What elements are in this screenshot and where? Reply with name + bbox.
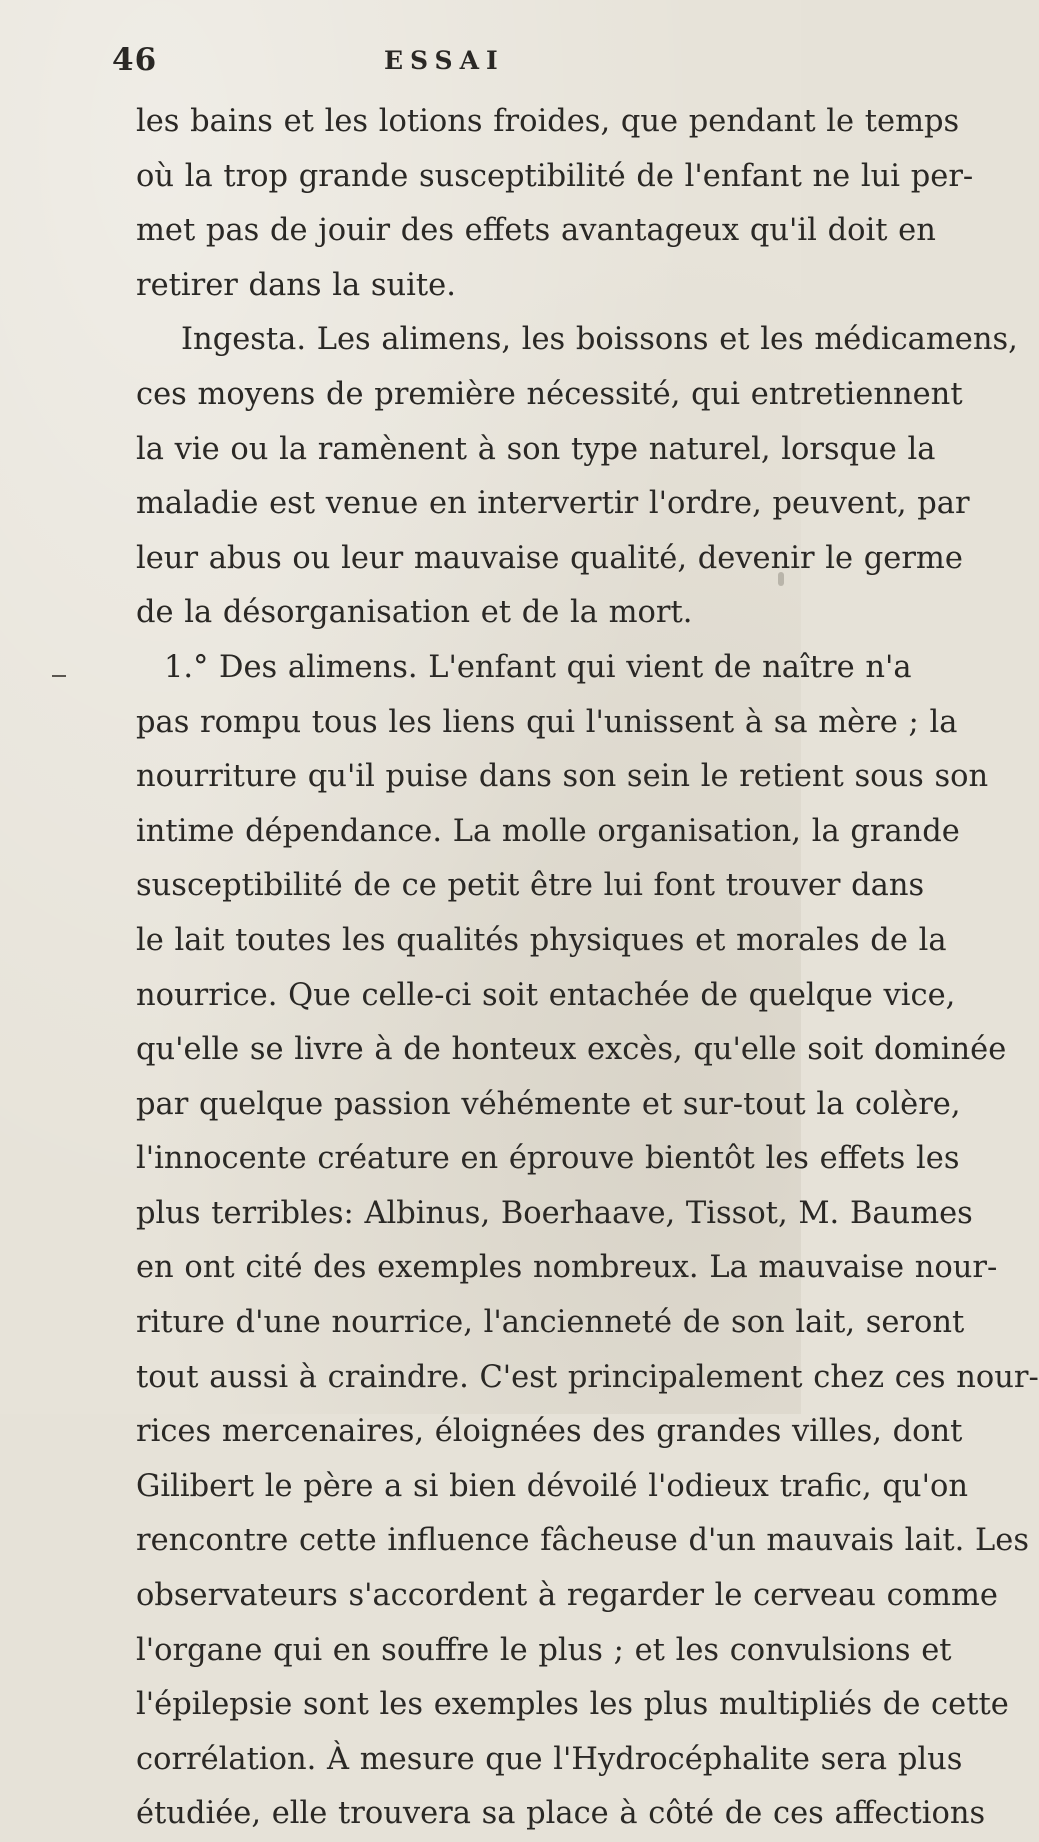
- text-line: nourrice. Que celle-ci soit entachée de quelque vice,: [136, 977, 956, 1013]
- text-line: intime dépendance. La molle organisation, la grande: [136, 813, 960, 849]
- paragraph-start-ingesta: Ingesta. Les alimens, les boissons et les médicamens,: [181, 322, 1018, 358]
- text-line: maladie est venue en intervertir l'ordre, peuvent, par: [136, 486, 970, 522]
- text-line: observateurs s'accordent à regarder le cerveau comme: [136, 1578, 998, 1614]
- text-line: corrélation. À mesure que l'Hydrocéphalite sera plus: [136, 1741, 963, 1777]
- text-line: l'épilepsie sont les exemples les plus multipliés de cette: [136, 1687, 1009, 1723]
- paragraph-start-alimens: 1.° Des alimens. L'enfant qui vient de naître n'a: [164, 649, 912, 685]
- text-line: met pas de jouir des effets avantageux qu'il doit en: [136, 213, 936, 249]
- page-header: [112, 42, 741, 82]
- text-line: la vie ou la ramènent à son type naturel, lorsque la: [136, 431, 936, 467]
- running-head: ESSAI: [384, 46, 505, 75]
- text-line: leur abus ou leur mauvaise qualité, devenir le germe: [136, 540, 963, 576]
- text-line: rices mercenaires, éloignées des grandes villes, dont: [136, 1414, 963, 1450]
- text-line: susceptibilité de ce petit être lui font trouver dans: [136, 868, 925, 904]
- text-line: plus terribles: Albinus, Boerhaave, Tissot, M. Baumes: [136, 1195, 973, 1231]
- text-line: l'innocente créature en éprouve bientôt les effets les: [136, 1141, 960, 1177]
- text-line: riture d'une nourrice, l'ancienneté de son lait, seront: [136, 1305, 965, 1341]
- text-line: par quelque passion véhémente et sur-tout la colère,: [136, 1086, 961, 1122]
- text-line: ces moyens de première nécessité, qui entretiennent: [136, 376, 963, 412]
- text-line: tout aussi à craindre. C'est principalement chez ces nour-: [136, 1359, 1039, 1395]
- text-line: qu'elle se livre à de honteux excès, qu'elle soit dominée: [136, 1032, 1007, 1068]
- text-line: le lait toutes les qualités physiques et morales de la: [136, 922, 947, 958]
- text-line: les bains et les lotions froides, que pendant le temps: [136, 104, 960, 139]
- text-line: rencontre cette influence fâcheuse d'un mauvais lait. Les: [136, 1523, 1029, 1559]
- margin-mark: [52, 675, 66, 677]
- text-line: où la trop grande susceptibilité de l'enfant ne lui per-: [136, 158, 974, 194]
- text-line: Gilibert le père a si bien dévoilé l'odieux trafic, qu'on: [136, 1468, 968, 1504]
- text-line: pas rompu tous les liens qui l'unissent à sa mère ; la: [136, 704, 958, 740]
- page-number: 46: [112, 42, 158, 78]
- text-line: de la désorganisation et de la mort.: [136, 595, 693, 631]
- text-line: nourriture qu'il puise dans son sein le retient sous son: [136, 759, 989, 795]
- text-line: étudiée, elle trouvera sa place à côté de ces affections: [136, 1796, 986, 1832]
- text-line: en ont cité des exemples nombreux. La mauvaise nour-: [136, 1250, 998, 1286]
- text-line: l'organe qui en souffre le plus ; et les convulsions et: [136, 1632, 952, 1668]
- body-text: [136, 95, 1039, 1842]
- text-line: retirer dans la suite.: [136, 267, 456, 303]
